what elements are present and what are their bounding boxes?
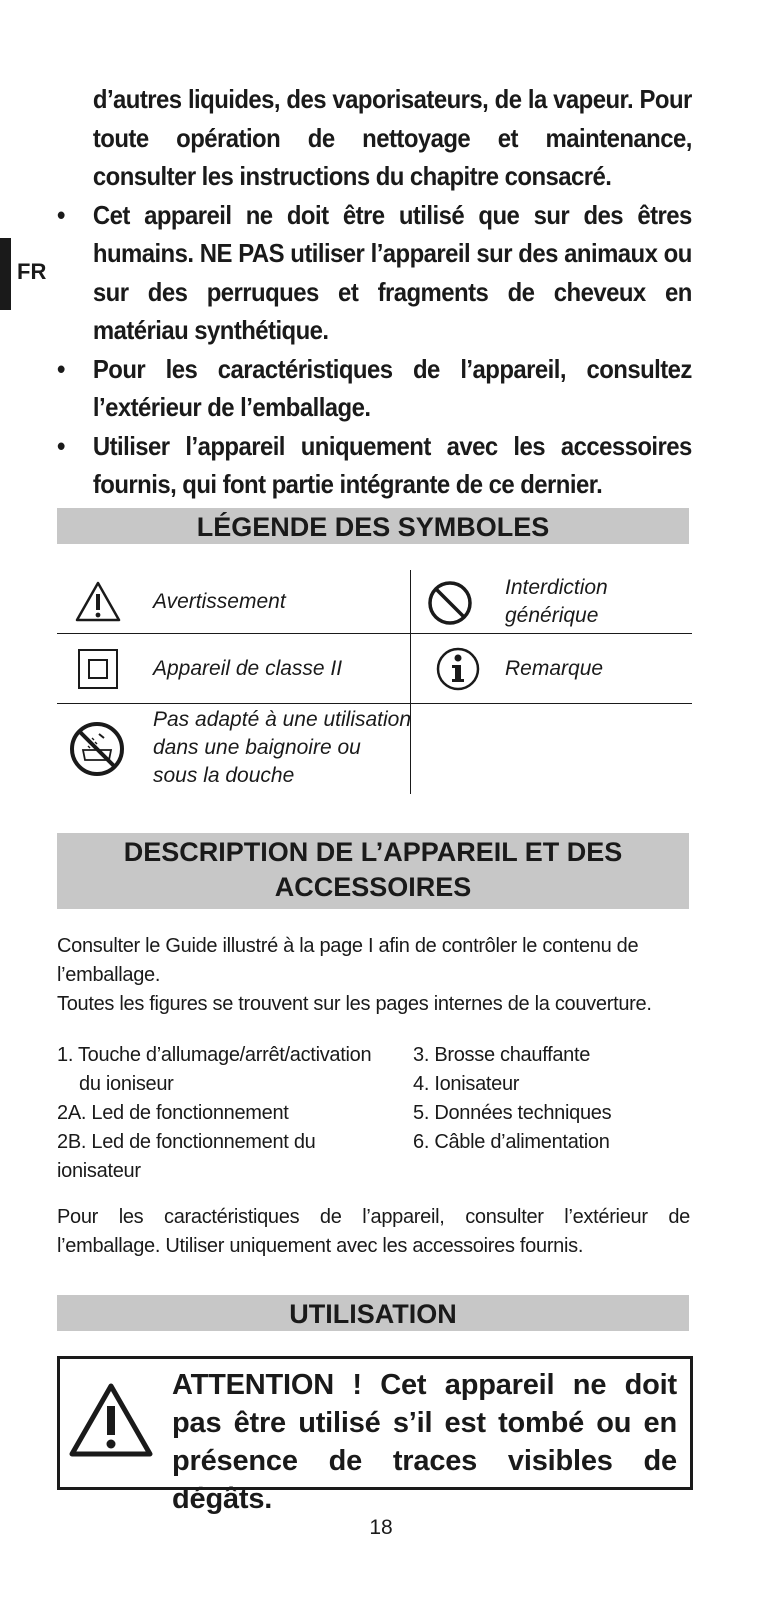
symbol-label-no-bath: Pas adapté à une utilisation dans une baignoire ou sous la douche bbox=[153, 708, 412, 787]
table-divider-horizontal bbox=[57, 703, 692, 704]
language-tab-bar bbox=[0, 238, 11, 310]
warning-text-line: présence de traces visibles de dégâts. bbox=[172, 1445, 677, 1515]
bullet-text: Utiliser l’appareil uniquement avec les accessoires fournis, qui font partie intégrante de ce dernier. bbox=[92, 430, 692, 499]
prohibition-icon bbox=[426, 579, 474, 627]
attention-warning-box bbox=[57, 1356, 693, 1515]
list-item: 5. Données techniques bbox=[413, 1102, 612, 1124]
bullet-item bbox=[57, 196, 692, 350]
continuation-paragraph: d’autres liquides, des vaporisateurs, de la vapeur. Pour toute opération de nettoyage et maintenance, consulter les instructions du chapitre consacré. bbox=[92, 84, 692, 191]
list-item: 6. Câble d’alimentation bbox=[413, 1131, 610, 1153]
symbols-table bbox=[57, 570, 692, 794]
list-item: 3. Brosse chauffante bbox=[413, 1044, 591, 1066]
no-bath-shower-icon bbox=[68, 720, 126, 778]
list-item: 4. Ionisateur bbox=[413, 1073, 520, 1095]
description-intro bbox=[57, 932, 697, 1019]
warning-text-line: pas être utilisé s’il est tombé ou en bbox=[172, 1407, 677, 1439]
description-note bbox=[57, 1203, 690, 1261]
symbol-label-warning: Avertissement bbox=[153, 590, 286, 613]
info-icon bbox=[435, 646, 481, 692]
warning-triangle-icon bbox=[68, 1381, 154, 1459]
list-item: 2A. Led de fonctionnement bbox=[57, 1102, 289, 1124]
warning-triangle-icon bbox=[75, 580, 121, 622]
bullet-item bbox=[57, 350, 692, 427]
bullet-dot: • bbox=[57, 199, 65, 230]
description-paragraph: Pour les caractéristiques de l’appareil, consulter l’extérieur de l’emballage. Utiliser uniquement avec les accessoires fournis. bbox=[57, 1206, 690, 1257]
symbol-label-class-ii: Appareil de classe II bbox=[153, 657, 343, 680]
bullet-text: Pour les caractéristiques de l’appareil, consultez l’extérieur de l’emballage. bbox=[92, 353, 692, 422]
list-item: ionisateur bbox=[57, 1160, 141, 1182]
description-paragraph: Toutes les figures se trouvent sur les pages internes de la couverture. bbox=[57, 993, 652, 1015]
language-tab-label: FR bbox=[17, 259, 47, 284]
description-heading: DESCRIPTION DE L’APPAREIL ET DES ACCESSOIRES bbox=[57, 833, 689, 909]
safety-instructions bbox=[57, 80, 692, 504]
table-divider-horizontal bbox=[57, 633, 692, 634]
list-item: 1. Touche d’allumage/arrêt/activation bbox=[57, 1044, 372, 1066]
symbols-heading: LÉGENDE DES SYMBOLES bbox=[57, 508, 689, 544]
utilisation-heading: UTILISATION bbox=[57, 1295, 689, 1331]
bullet-dot: • bbox=[57, 353, 65, 384]
symbol-label-prohibition: Interdiction générique bbox=[505, 576, 608, 627]
description-paragraph: Consulter le Guide illustré à la page I afin de contrôler le contenu de l’emballage. bbox=[57, 935, 639, 986]
bullet-dot: • bbox=[57, 430, 65, 461]
list-item: 2B. Led de fonctionnement du bbox=[57, 1131, 316, 1153]
bullet-item bbox=[57, 427, 692, 504]
list-item: du ioniseur bbox=[79, 1073, 174, 1095]
parts-list-left bbox=[57, 1041, 407, 1186]
symbol-label-note: Remarque bbox=[505, 657, 604, 680]
class-ii-square-icon bbox=[77, 648, 119, 690]
parts-list-right bbox=[413, 1041, 693, 1157]
warning-text-line: ATTENTION ! Cet appareil ne doit bbox=[172, 1369, 677, 1401]
page-number: 18 bbox=[369, 1516, 393, 1539]
bullet-text: Cet appareil ne doit être utilisé que sur des êtres humains. NE PAS utiliser l’appareil sur des animaux ou sur des perruques et fragments de cheveux en matériau synthétique. bbox=[92, 199, 692, 345]
